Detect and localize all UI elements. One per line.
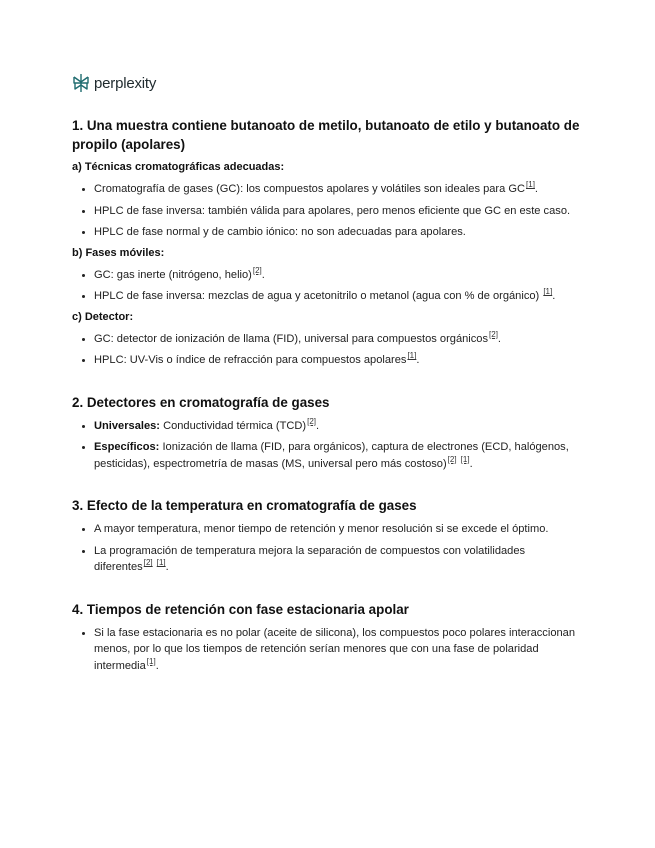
list-item: • A mayor temperatura, menor tiempo de retención y menor resolución si se excede el óptimo. — [94, 521, 583, 538]
logo-wordmark: perplexity — [94, 74, 157, 92]
section-1a-subheading: a) Técnicas cromatográficas adecuadas: — [72, 161, 285, 173]
citation-link[interactable]: [1] — [146, 656, 156, 666]
list-item: • HPLC de fase inversa: mezclas de agua y acetonitrilo o metanol (agua con % de orgánico) [1]. — [94, 288, 583, 305]
list-item: • Cromatografía de gases (GC): los compuestos apolares y volátiles son ideales para GC[1]. — [94, 181, 583, 198]
citation-link[interactable]: [1] — [543, 287, 553, 297]
perplexity-logo-icon — [72, 73, 90, 93]
section-1-heading: 1. Una muestra contiene butanoato de metilo, butanoato de etilo y butanoato de propilo (apolares) — [72, 118, 580, 152]
citation-link[interactable]: [1] — [407, 351, 417, 361]
list-item: • HPLC de fase inversa: también válida para apolares, pero menos eficiente que GC en este caso. — [94, 203, 583, 220]
section-1c-subheading: c) Detector: — [72, 310, 134, 323]
list-item: • HPLC de fase normal y de cambio iónico: no son adecuadas para apolares. — [94, 224, 583, 241]
citation-link[interactable]: [1] — [156, 558, 166, 568]
list-item: • GC: detector de ionización de llama (FID), universal para compuestos orgánicos[2]. — [94, 331, 583, 348]
list-item: • HPLC: UV-Vis o índice de refracción para compuestos apolares[1]. — [94, 352, 583, 369]
citation-link[interactable]: [2] — [489, 329, 498, 339]
list-item: • GC: gas inerte (nitrógeno, helio)[2]. — [94, 267, 583, 284]
list-item: • Universales: Conductividad térmica (TCD)[2]. — [94, 418, 583, 435]
list-item: • La programación de temperatura mejora la separación de compuestos con volatilidades diferentes[2] [1]. — [94, 543, 583, 576]
section-1c-list — [72, 331, 583, 369]
citation-link[interactable]: [1] — [460, 454, 470, 464]
citation-link[interactable]: [2] — [252, 265, 262, 275]
citation-link[interactable]: [1] — [526, 180, 535, 190]
section-1b-subheading: b) Fases móviles: — [72, 246, 165, 259]
list-item: • Específicos: Ionización de llama (FID, para orgánicos), captura de electrones (ECD, halógenos, pesticidas), espectrometría de masas (MS, universal pero más costoso)[2] [1]. — [94, 439, 583, 472]
list-item: • Si la fase estacionaria es no polar (aceite de silicona), los compuestos poco polares interaccionan menos, por lo que los tiempos de retención serían menores que con una fase de polaridad intermedia[1]. — [94, 625, 583, 675]
section-4-list — [72, 625, 583, 675]
perplexity-logo[interactable] — [72, 72, 583, 94]
section-2-heading: 2. Detectores en cromatografía de gases — [72, 394, 330, 410]
section-3-heading: 3. Efecto de la temperatura en cromatografía de gases — [72, 498, 417, 513]
section-1a-list — [72, 181, 583, 241]
citation-link[interactable]: [2] — [143, 558, 153, 568]
section-2-list — [72, 418, 583, 473]
section-4-heading: 4. Tiempos de retención con fase estacionaria apolar — [72, 601, 409, 617]
citation-link[interactable]: [2] — [307, 416, 316, 426]
citation-link[interactable]: [2] — [447, 454, 457, 464]
section-1b-list — [72, 267, 583, 305]
section-3-list — [72, 521, 583, 576]
